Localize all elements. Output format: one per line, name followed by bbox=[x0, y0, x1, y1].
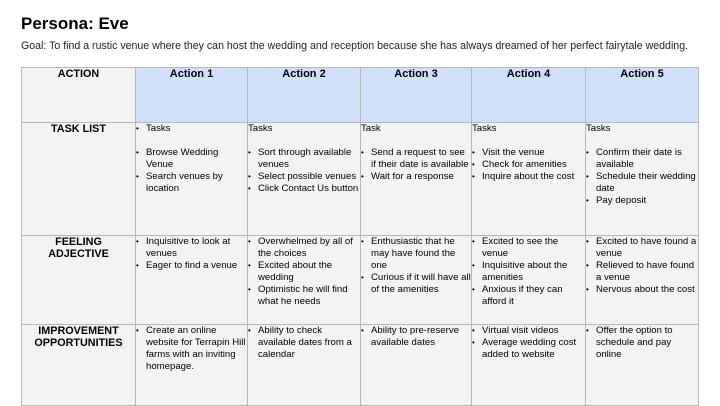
cell-improvement-opportunities-action-5 bbox=[586, 325, 699, 406]
column-header-action-1: Action 1 bbox=[136, 68, 248, 123]
list-item: • Visit the venue bbox=[482, 147, 585, 159]
cell-task-list-action-5 bbox=[586, 123, 699, 236]
list-item: • Average wedding cost added to website bbox=[482, 337, 585, 361]
cell-bullet-list bbox=[248, 236, 360, 308]
list-item: • Excited to see the venue bbox=[482, 236, 585, 260]
list-item: • Offer the option to schedule and pay online bbox=[596, 325, 698, 361]
list-item: • Sort through available venues bbox=[258, 147, 360, 171]
list-item: • Optimistic he will find what he needs bbox=[258, 284, 360, 308]
cell-bullet-list bbox=[472, 236, 585, 308]
cell-task-list-action-2 bbox=[248, 123, 361, 236]
row-header-label: IMPROVEMENT OPPORTUNITIES bbox=[34, 325, 123, 349]
column-header-action-3: Action 3 bbox=[361, 68, 472, 123]
list-item: • Click Contact Us button bbox=[258, 183, 360, 195]
cell-bullet-list bbox=[361, 325, 471, 349]
cell-bullet-list bbox=[586, 325, 698, 361]
list-item: • Eager to find a venue bbox=[146, 260, 247, 272]
header-row bbox=[22, 68, 699, 123]
cell-lead-text: Task bbox=[361, 123, 381, 134]
cell-improvement-opportunities-action-2 bbox=[248, 325, 361, 406]
cell-feeling-adjective-action-3 bbox=[361, 236, 472, 325]
row-task-list bbox=[22, 123, 699, 236]
list-item: • Relieved to have found a venue bbox=[596, 260, 698, 284]
list-item: • Create an online website for Terrapin Hill farms with an inviting homepage. bbox=[146, 325, 247, 373]
list-item: • Overwhelmed by all of the choices bbox=[258, 236, 360, 260]
list-item: • Curious if it will have all of the amenities bbox=[371, 272, 471, 296]
cell-task-list-action-3 bbox=[361, 123, 472, 236]
list-item: • Ability to check available dates from a calendar bbox=[258, 325, 360, 361]
column-header-action-2: Action 2 bbox=[248, 68, 361, 123]
cell-feeling-adjective-action-5 bbox=[586, 236, 699, 325]
persona-goal: Goal: To find a rustic venue where they can host the wedding and reception because she has always dreamed of her perfect fairytale wedding. bbox=[21, 40, 689, 52]
cell-improvement-opportunities-action-4 bbox=[472, 325, 586, 406]
row-improvement-opportunities bbox=[22, 325, 699, 406]
list-item: • Enthusiastic that he may have found the one bbox=[371, 236, 471, 272]
list-item: • Inquire about the cost bbox=[482, 171, 585, 183]
cell-bullet-list bbox=[472, 325, 585, 361]
list-item: • Inquisitive about the amenities bbox=[482, 260, 585, 284]
cell-improvement-opportunities-action-3 bbox=[361, 325, 472, 406]
cell-improvement-opportunities-action-1 bbox=[136, 325, 248, 406]
cell-bullet-list bbox=[361, 147, 471, 183]
list-item: • Virtual visit videos bbox=[482, 325, 585, 337]
row-header-feeling-adjective bbox=[22, 236, 136, 325]
list-item: • Browse Wedding Venue bbox=[146, 147, 247, 171]
row-feeling-adjective bbox=[22, 236, 699, 325]
list-item: • Ability to pre-reserve available dates bbox=[371, 325, 471, 349]
list-item: • Excited to have found a venue bbox=[596, 236, 698, 260]
cell-lead-text: • Tasks bbox=[146, 123, 247, 135]
persona-title: Persona: Eve bbox=[21, 14, 129, 33]
cell-bullet-list bbox=[586, 147, 698, 207]
cell-lead-text: Tasks bbox=[586, 123, 611, 134]
cell-lead-text: Tasks bbox=[472, 123, 497, 134]
cell-feeling-adjective-action-2 bbox=[248, 236, 361, 325]
list-item: • Nervous about the cost bbox=[596, 284, 698, 296]
row-header-label: TASK LIST bbox=[51, 123, 106, 135]
list-item: • Anxious if they can afford it bbox=[482, 284, 585, 308]
cell-feeling-adjective-action-4 bbox=[472, 236, 586, 325]
row-header-improvement-opportunities bbox=[22, 325, 136, 406]
list-item: • Send a request to see if their date is available bbox=[371, 147, 471, 171]
cell-bullet-list bbox=[248, 147, 360, 195]
row-header-label: FEELING ADJECTIVE bbox=[48, 236, 109, 260]
cell-bullet-list bbox=[586, 236, 698, 296]
cell-bullet-list bbox=[136, 236, 247, 272]
list-item: • Pay deposit bbox=[596, 195, 698, 207]
list-item: • Schedule their wedding date bbox=[596, 171, 698, 195]
cell-bullet-list bbox=[248, 325, 360, 361]
list-item: • Select possible venues bbox=[258, 171, 360, 183]
journey-map-table bbox=[21, 67, 699, 406]
list-item: • Confirm their date is available bbox=[596, 147, 698, 171]
column-header-action-5: Action 5 bbox=[586, 68, 699, 123]
column-header-action-4: Action 4 bbox=[472, 68, 586, 123]
cell-lead-text: Tasks bbox=[248, 123, 273, 134]
cell-bullet-list bbox=[136, 147, 247, 195]
corner-header: ACTION bbox=[22, 68, 136, 123]
cell-task-list-action-4 bbox=[472, 123, 586, 236]
list-item: • Check for amenities bbox=[482, 159, 585, 171]
row-header-task-list bbox=[22, 123, 136, 236]
list-item: • Wait for a response bbox=[371, 171, 471, 183]
list-item: • Search venues by location bbox=[146, 171, 247, 195]
list-item: • Inquisitive to look at venues bbox=[146, 236, 247, 260]
cell-task-list-action-1 bbox=[136, 123, 248, 236]
cell-bullet-list bbox=[136, 325, 247, 373]
cell-bullet-list bbox=[472, 147, 585, 183]
cell-feeling-adjective-action-1 bbox=[136, 236, 248, 325]
cell-bullet-list bbox=[361, 236, 471, 296]
list-item: • Excited about the wedding bbox=[258, 260, 360, 284]
